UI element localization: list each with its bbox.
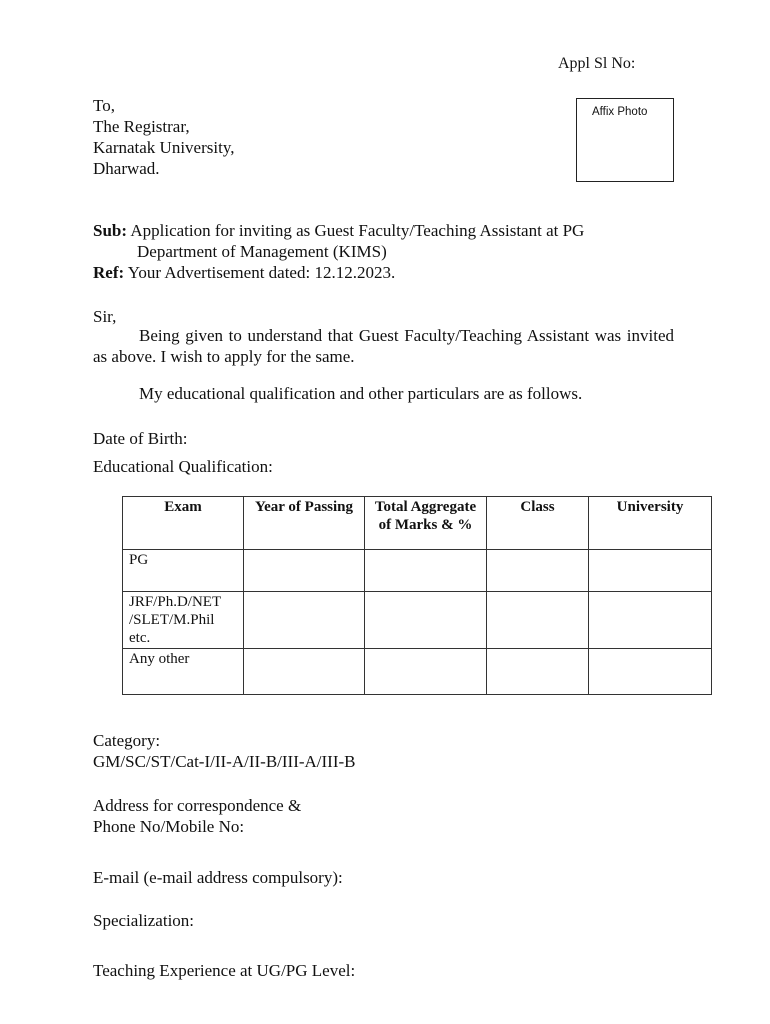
teaching-experience-label: Teaching Experience at UG/PG Level: (93, 961, 356, 980)
date-of-birth-label: Date of Birth: (93, 429, 188, 448)
category-label: Category: (93, 731, 161, 750)
year-of-passing-cell[interactable] (244, 592, 365, 649)
total-aggregate-cell[interactable] (365, 592, 487, 649)
class-cell[interactable] (487, 649, 589, 695)
column-header-year-of-passing: Year of Passing (244, 497, 365, 550)
table-header-row (123, 497, 712, 550)
university-cell[interactable] (589, 592, 712, 649)
column-header-university: University (589, 497, 712, 550)
exam-cell (123, 592, 244, 649)
qualification-table (122, 496, 712, 695)
column-header-total-aggregate: Total Aggregate of Marks & % (365, 497, 487, 550)
exam-cell-line: etc. (129, 630, 151, 646)
table-row (123, 550, 712, 592)
column-header-exam: Exam (123, 497, 244, 550)
affix-photo-box (576, 98, 674, 182)
address-label-line: Address for correspondence & (93, 796, 302, 815)
body-paragraph-2: My educational qualification and other particulars are as follows. (139, 384, 583, 403)
subject-line (93, 220, 693, 262)
address-section (93, 795, 301, 837)
exam-cell: Any other (123, 649, 244, 695)
specialization-label: Specialization: (93, 911, 195, 930)
subject-label: Sub: (93, 221, 128, 240)
body-paragraph-1 (93, 325, 674, 367)
year-of-passing-cell[interactable] (244, 649, 365, 695)
addressee-line: Karnatak University, (93, 138, 235, 157)
affix-photo-label: Affix Photo (592, 106, 648, 118)
total-aggregate-cell[interactable] (365, 649, 487, 695)
exam-cell-line: JRF/Ph.D/NET (129, 594, 222, 610)
salutation: Sir, (93, 307, 117, 326)
exam-cell: PG (123, 550, 244, 592)
table-row (123, 592, 712, 649)
university-cell[interactable] (589, 550, 712, 592)
addressee-line: The Registrar, (93, 117, 190, 136)
reference-text: Your Advertisement dated: 12.12.2023. (127, 263, 396, 282)
year-of-passing-cell[interactable] (244, 550, 365, 592)
addressee-block (93, 95, 234, 179)
subject-text-line1: Application for inviting as Guest Faculty/Teaching Assistant at PG (130, 221, 585, 240)
table-row (123, 649, 712, 695)
column-header-class: Class (487, 497, 589, 550)
exam-cell-line: /SLET/M.Phil (129, 612, 215, 628)
reference-line (93, 262, 395, 283)
category-options: GM/SC/ST/Cat-I/II-A/II-B/III-A/III-B (93, 752, 356, 771)
address-label-line: Phone No/Mobile No: (93, 817, 245, 836)
educational-qualification-label: Educational Qualification: (93, 457, 273, 476)
total-aggregate-cell[interactable] (365, 550, 487, 592)
class-cell[interactable] (487, 592, 589, 649)
body-paragraph-1-text: Being given to understand that Guest Faculty/Teaching Assistant was invited as above. I wish to apply for the same. (93, 326, 674, 366)
addressee-line: Dharwad. (93, 159, 160, 178)
reference-label: Ref: (93, 263, 125, 282)
class-cell[interactable] (487, 550, 589, 592)
subject-text-line2: Department of Management (KIMS) (137, 242, 387, 261)
category-section (93, 730, 356, 772)
appl-sl-no-label: Appl Sl No: (558, 55, 636, 72)
email-label: E-mail (e-mail address compulsory): (93, 868, 343, 887)
addressee-line: To, (93, 96, 115, 115)
university-cell[interactable] (589, 649, 712, 695)
